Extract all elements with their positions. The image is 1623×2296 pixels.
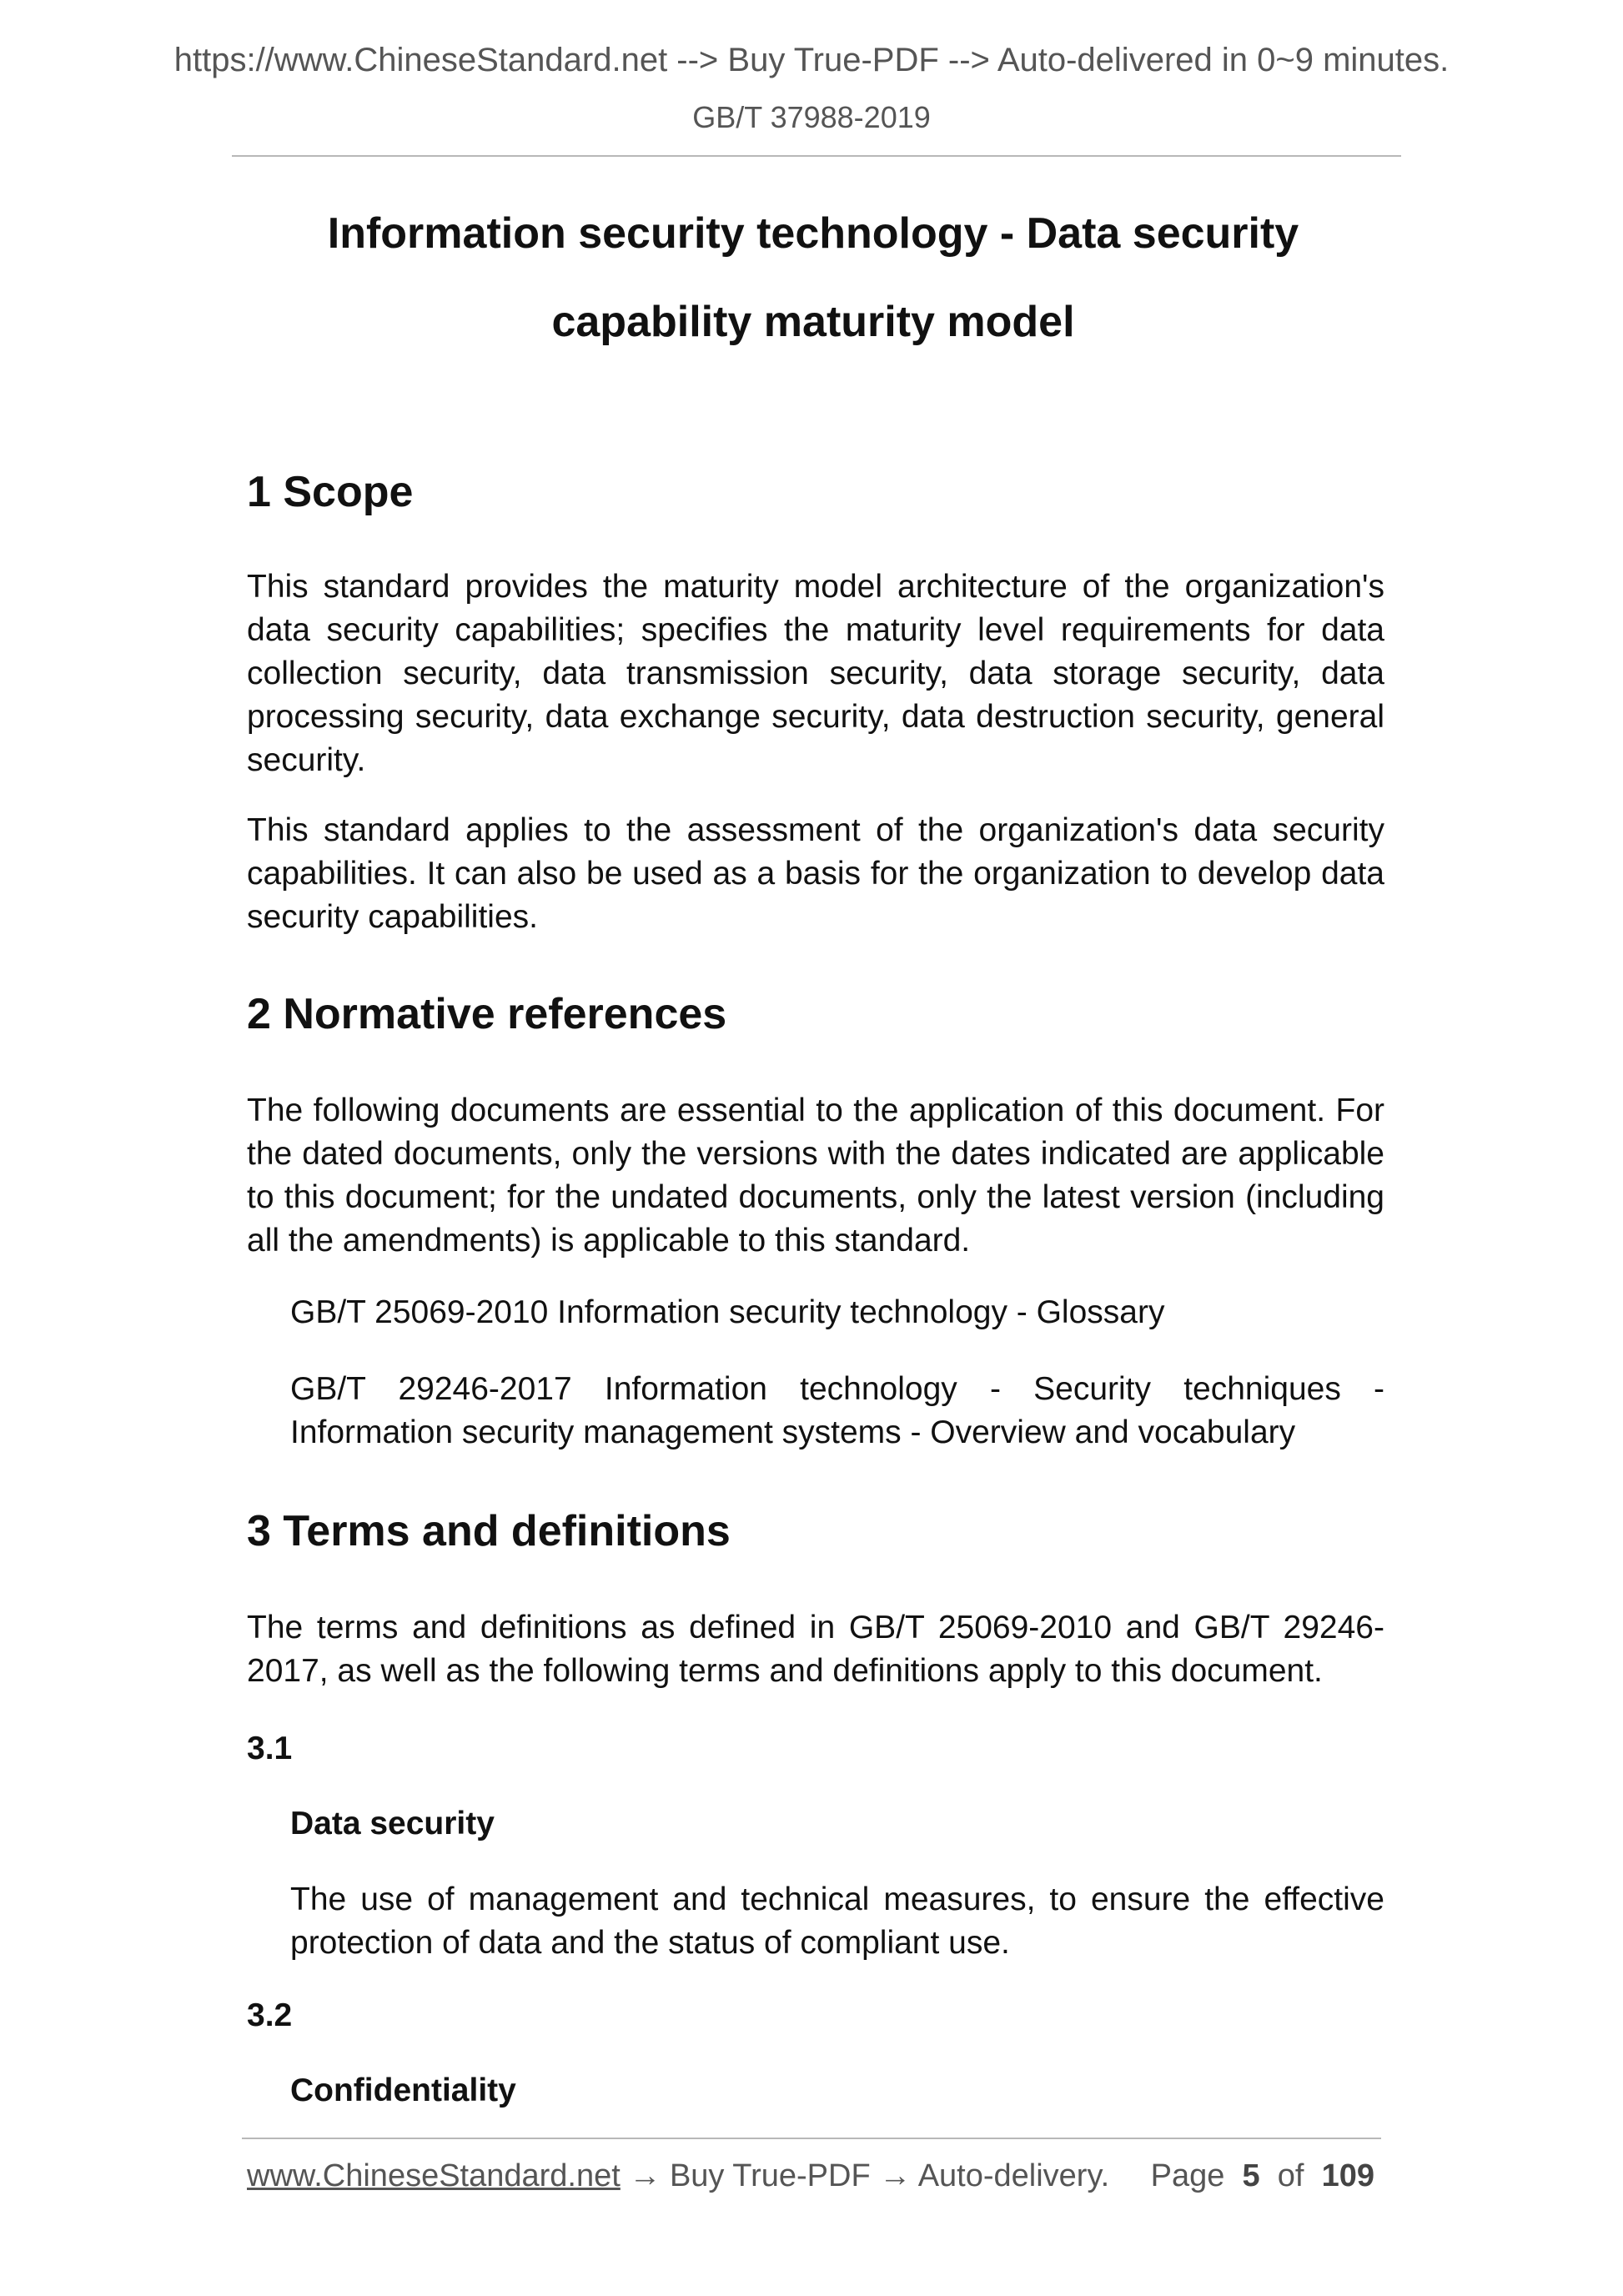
term-name-confidentiality: Confidentiality (290, 2072, 516, 2108)
standard-code: GB/T 37988-2019 (692, 100, 931, 134)
scope-paragraph-1: This standard provides the maturity model architecture of the organization's data security capabilities; specifies the maturity level requirements for data collection security, data transmission security, data storage security, data processing security, data exchange security, data destruction security, general security. (247, 569, 1384, 778)
section-heading-scope: 1 Scope (247, 468, 414, 516)
of-word: of (1277, 2158, 1304, 2193)
term-number-3-2: 3.2 (247, 1997, 293, 2033)
scope-paragraph-2: This standard applies to the assessment of the organization's data security capabilities. It can also be used as a basis for the organization to develop data security capabilities. (247, 812, 1384, 935)
header-divider (232, 155, 1401, 157)
footer-tagline: → Buy True-PDF → Auto-delivery. (620, 2158, 1110, 2193)
footer-site-link[interactable]: www.ChineseStandard.net (247, 2158, 621, 2193)
references-paragraph: The following documents are essential to the application of this document. For the dated documents, only the versions with the dates indicated are applicable to this document; for the undated documents, only the latest version (including all the amendments) is applicable to this standard. (247, 1093, 1384, 1259)
section-heading-references: 2 Normative references (247, 990, 727, 1038)
page-indicator (1151, 2158, 1374, 2194)
current-page-number: 5 (1242, 2158, 1260, 2193)
term-number-3-1: 3.1 (247, 1731, 293, 1766)
reference-item-1: GB/T 25069-2010 Information security technology - Glossary (290, 1294, 1165, 1330)
reference-item-2: GB/T 29246-2017 Information technology - Security techniques - Information security management systems - Overview and vocabulary (290, 1371, 1384, 1450)
footer-divider (242, 2138, 1381, 2139)
term-name-data-security: Data security (290, 1806, 495, 1841)
page-word: Page (1150, 2158, 1225, 2193)
section-heading-terms: 3 Terms and definitions (247, 1507, 731, 1555)
term-definition-data-security: The use of management and technical measures, to ensure the effective protection of data and the status of compliant use. (290, 1882, 1384, 1961)
terms-paragraph: The terms and definitions as defined in GB/T 25069-2010 and GB/T 29246-2017, as well as the following terms and definitions apply to this document. (247, 1610, 1384, 1689)
header-banner: https://www.ChineseStandard.net --> Buy True-PDF --> Auto-delivered in 0~9 minutes. (173, 42, 1450, 78)
document-title-line-2: capability maturity model (551, 298, 1075, 346)
total-pages: 109 (1321, 2158, 1374, 2193)
page-footer (247, 2158, 1374, 2194)
document-title-line-1: Information security technology - Data security (327, 209, 1299, 258)
